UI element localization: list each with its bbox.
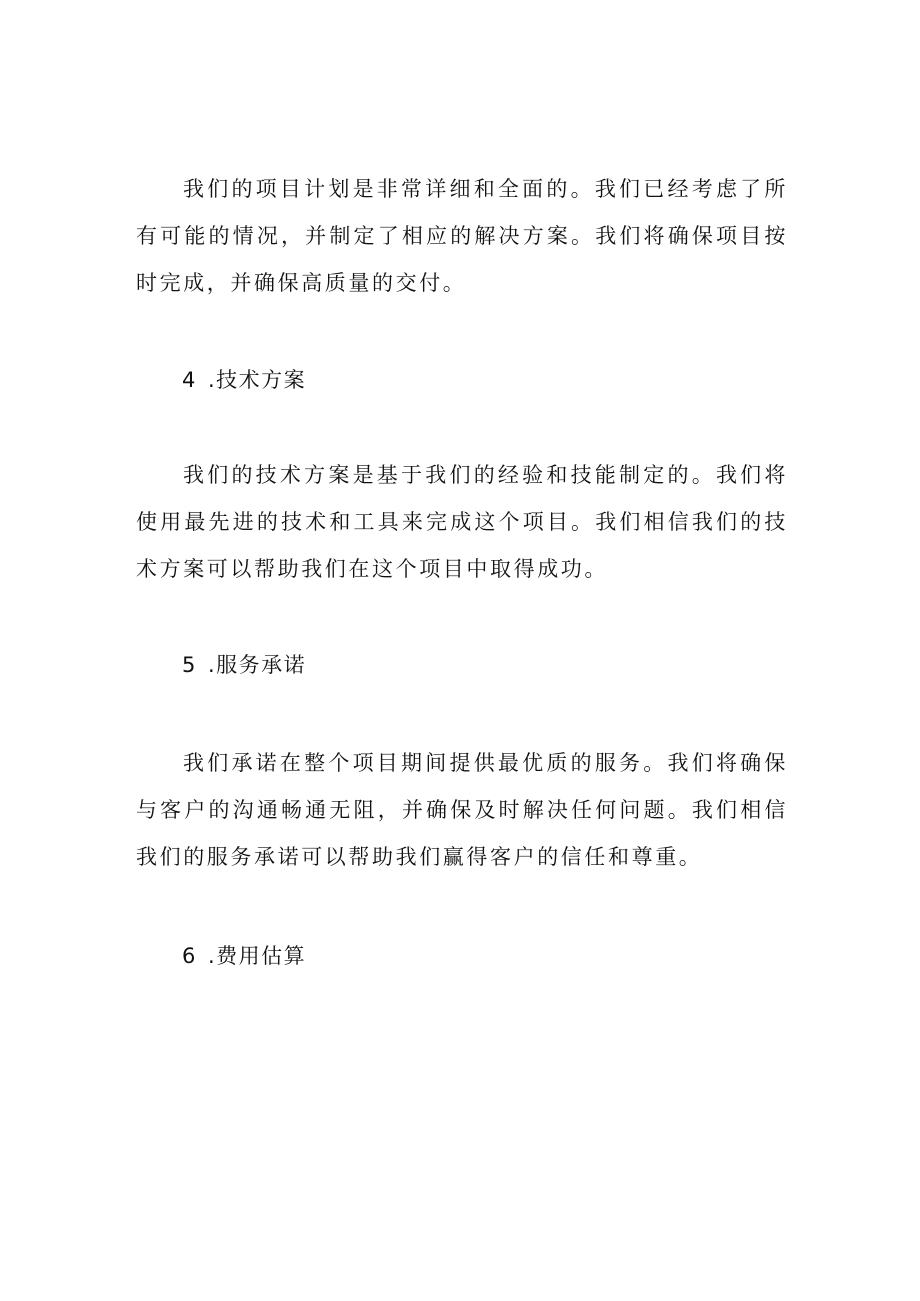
section-heading-technical-plan [182,365,306,395]
paragraph-service-commitment: 我们承诺在整个项目期间提供最优质的服务。我们将确保与客户的沟通畅通无阻，并确保及时解决任何问题。我们相信我们的服务承诺可以帮助我们赢得客户的信任和尊重。 [136,751,788,869]
section-number: 5 [182,653,197,677]
section-heading-service-commitment [182,650,306,680]
section-heading-cost-estimate [182,941,306,971]
section-title: .服务承诺 [208,653,307,677]
paragraph-project-plan: 我们的项目计划是非常详细和全面的。我们已经考虑了所有可能的情况，并制定了相应的解决方案。我们将确保项目按时完成，并确保高质量的交付。 [136,177,788,295]
section-title: .费用估算 [208,944,307,968]
section-number: 4 [182,368,197,392]
section-number: 6 [182,944,197,968]
section-title: .技术方案 [208,368,307,392]
paragraph-technical-plan: 我们的技术方案是基于我们的经验和技能制定的。我们将使用最先进的技术和工具来完成这个项目。我们相信我们的技术方案可以帮助我们在这个项目中取得成功。 [136,463,788,581]
